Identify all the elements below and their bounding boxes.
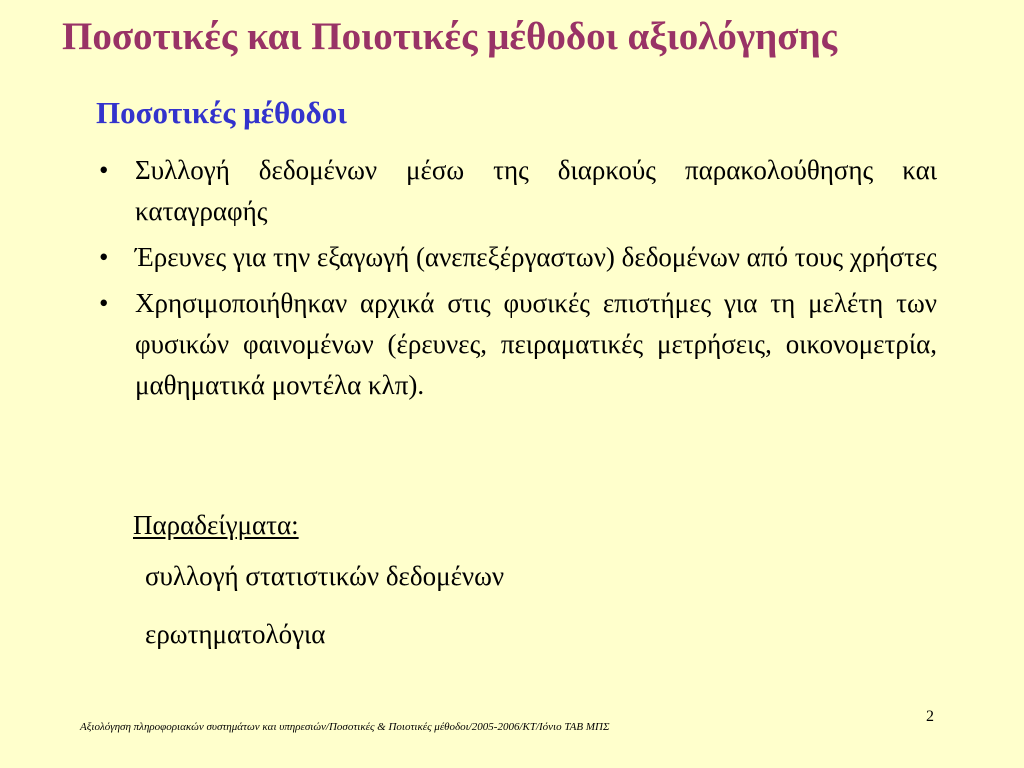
bullet-text: Συλλογή δεδομένων μέσω της διαρκούς παρακολούθησης και καταγραφής (135, 155, 937, 226)
bullet-text: Έρευνες για την εξαγωγή (ανεπεξέργαστων) δεδομένων από τους χρήστες (135, 242, 937, 272)
bullet-item (99, 237, 937, 278)
bullet-icon: • (99, 242, 109, 272)
bullet-icon: • (99, 155, 109, 185)
slide-title: Ποσοτικές και Ποιοτικές μέθοδοι αξιολόγησης (62, 15, 838, 58)
example-item: συλλογή στατιστικών δεδομένων (145, 561, 505, 591)
bullet-text: Χρησιμοποιήθηκαν αρχικά στις φυσικές επιστήμες για τη μελέτη των φυσικών φαινομένων (έρευνες, πειραματικές μετρήσεις, οικονομετρία, μαθηματικά μοντέλα κλπ). (135, 288, 937, 400)
page-number: 2 (926, 708, 934, 725)
bullet-list (99, 150, 937, 411)
section-heading: Ποσοτικές μέθοδοι (96, 95, 347, 130)
examples-label: Παραδείγματα: (133, 510, 299, 540)
bullet-item (99, 150, 937, 232)
bullet-item (99, 283, 937, 406)
slide-footer: Αξιολόγηση πληροφοριακών συστημάτων και υπηρεσιών/Ποσοτικές & Ποιοτικές μέθοδοι/2005-2006/ΚΤ/Ιόνιο ΤΑΒ ΜΠΣ (80, 721, 610, 733)
bullet-icon: • (99, 288, 109, 318)
example-item: ερωτηματολόγια (145, 619, 326, 649)
